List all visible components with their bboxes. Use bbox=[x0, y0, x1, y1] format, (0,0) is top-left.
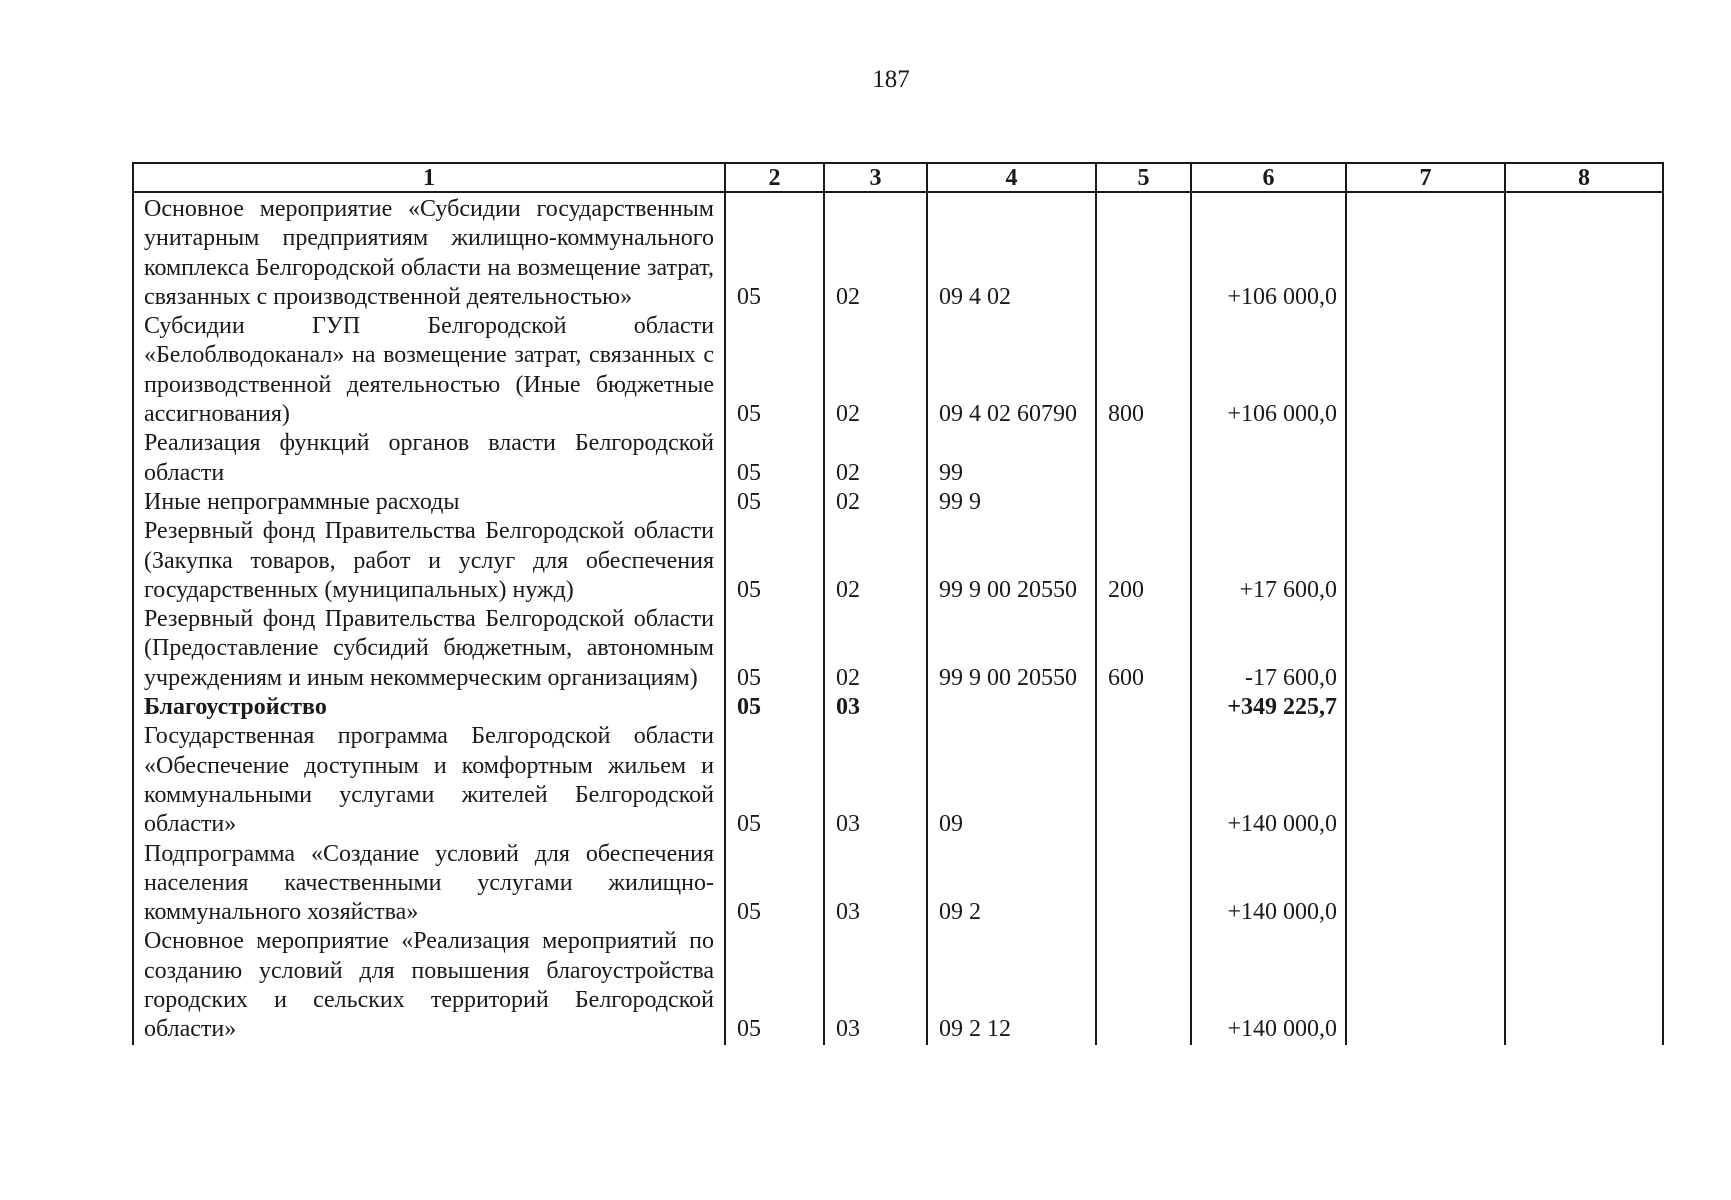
row-name: Основное мероприятие «Реализация мероприятий по созданию условий для повышения благоустройства городских и сельских территорий Белгородской области» bbox=[133, 927, 725, 1044]
row-target-article: 09 2 bbox=[927, 840, 1096, 928]
row-col-8 bbox=[1505, 312, 1663, 429]
row-amount bbox=[1191, 488, 1346, 517]
row-subsection: 02 bbox=[824, 429, 927, 488]
row-name: Благоустройство bbox=[133, 693, 725, 722]
row-amount: +106 000,0 bbox=[1191, 312, 1346, 429]
row-target-article: 99 bbox=[927, 429, 1096, 488]
row-subsection: 03 bbox=[824, 840, 927, 928]
row-section: 05 bbox=[725, 429, 824, 488]
header-col-8: 8 bbox=[1505, 163, 1663, 192]
row-subsection: 03 bbox=[824, 722, 927, 839]
row-name: Государственная программа Белгородской области «Обеспечение доступным и комфортным жильем и коммунальными услугами жителей Белгородской области» bbox=[133, 722, 725, 839]
table-row bbox=[133, 605, 1663, 693]
table-row bbox=[133, 429, 1663, 488]
row-name: Резервный фонд Правительства Белгородской области (Закупка товаров, работ и услуг для обеспечения государственных (муниципальных) нужд) bbox=[133, 517, 725, 605]
row-target-article: 99 9 00 20550 bbox=[927, 605, 1096, 693]
row-expense-type bbox=[1096, 722, 1191, 839]
row-name: Основное мероприятие «Субсидии государственным унитарным предприятиям жилищно-коммунального комплекса Белгородской области на возмещение затрат, связанных с производственной деятельностью» bbox=[133, 192, 725, 312]
row-expense-type bbox=[1096, 429, 1191, 488]
row-amount: +140 000,0 bbox=[1191, 722, 1346, 839]
table-body bbox=[133, 192, 1663, 1045]
row-col-7 bbox=[1346, 312, 1505, 429]
row-col-8 bbox=[1505, 192, 1663, 312]
row-amount: +106 000,0 bbox=[1191, 192, 1346, 312]
row-section: 05 bbox=[725, 517, 824, 605]
row-expense-type: 200 bbox=[1096, 517, 1191, 605]
row-expense-type: 600 bbox=[1096, 605, 1191, 693]
header-col-4: 4 bbox=[927, 163, 1096, 192]
row-subsection: 03 bbox=[824, 927, 927, 1044]
row-col-7 bbox=[1346, 605, 1505, 693]
row-col-8 bbox=[1505, 488, 1663, 517]
row-name: Реализация функций органов власти Белгородской области bbox=[133, 429, 725, 488]
table-row bbox=[133, 927, 1663, 1044]
page-number: 187 bbox=[872, 66, 910, 93]
row-section: 05 bbox=[725, 192, 824, 312]
header-col-1: 1 bbox=[133, 163, 725, 192]
row-amount: +140 000,0 bbox=[1191, 927, 1346, 1044]
row-subsection: 03 bbox=[824, 693, 927, 722]
header-col-5: 5 bbox=[1096, 163, 1191, 192]
row-expense-type bbox=[1096, 693, 1191, 722]
row-col-8 bbox=[1505, 840, 1663, 928]
row-name: Подпрограмма «Создание условий для обеспечения населения качественными услугами жилищно-коммунального хозяйства» bbox=[133, 840, 725, 928]
row-target-article: 09 4 02 bbox=[927, 192, 1096, 312]
row-amount bbox=[1191, 429, 1346, 488]
row-name: Субсидии ГУП Белгородской области «Белоблводоканал» на возмещение затрат, связанных с производственной деятельностью (Иные бюджетные ассигнования) bbox=[133, 312, 725, 429]
row-section: 05 bbox=[725, 605, 824, 693]
row-subsection: 02 bbox=[824, 517, 927, 605]
row-col-7 bbox=[1346, 840, 1505, 928]
table-row bbox=[133, 840, 1663, 928]
row-subsection: 02 bbox=[824, 605, 927, 693]
table-row bbox=[133, 517, 1663, 605]
header-col-7: 7 bbox=[1346, 163, 1505, 192]
row-col-8 bbox=[1505, 927, 1663, 1044]
row-amount: +349 225,7 bbox=[1191, 693, 1346, 722]
row-col-7 bbox=[1346, 693, 1505, 722]
header-col-6: 6 bbox=[1191, 163, 1346, 192]
row-col-7 bbox=[1346, 722, 1505, 839]
row-section: 05 bbox=[725, 488, 824, 517]
row-amount: +140 000,0 bbox=[1191, 840, 1346, 928]
table-row bbox=[133, 488, 1663, 517]
table-row bbox=[133, 312, 1663, 429]
row-section: 05 bbox=[725, 722, 824, 839]
table-row bbox=[133, 722, 1663, 839]
row-subsection: 02 bbox=[824, 192, 927, 312]
header-col-3: 3 bbox=[824, 163, 927, 192]
row-target-article bbox=[927, 693, 1096, 722]
row-section: 05 bbox=[725, 693, 824, 722]
row-amount: -17 600,0 bbox=[1191, 605, 1346, 693]
row-col-7 bbox=[1346, 488, 1505, 517]
row-col-8 bbox=[1505, 429, 1663, 488]
row-name: Иные непрограммные расходы bbox=[133, 488, 725, 517]
budget-table bbox=[132, 162, 1664, 1045]
table-row bbox=[133, 693, 1663, 722]
header-col-2: 2 bbox=[725, 163, 824, 192]
row-col-8 bbox=[1505, 517, 1663, 605]
row-target-article: 99 9 00 20550 bbox=[927, 517, 1096, 605]
row-section: 05 bbox=[725, 840, 824, 928]
header-row bbox=[133, 163, 1663, 192]
table-header bbox=[133, 163, 1663, 192]
row-col-7 bbox=[1346, 517, 1505, 605]
row-target-article: 99 9 bbox=[927, 488, 1096, 517]
row-target-article: 09 2 12 bbox=[927, 927, 1096, 1044]
row-col-8 bbox=[1505, 722, 1663, 839]
row-subsection: 02 bbox=[824, 488, 927, 517]
table-row bbox=[133, 192, 1663, 312]
row-expense-type bbox=[1096, 192, 1191, 312]
row-section: 05 bbox=[725, 312, 824, 429]
row-col-7 bbox=[1346, 429, 1505, 488]
row-col-7 bbox=[1346, 192, 1505, 312]
row-col-8 bbox=[1505, 693, 1663, 722]
row-amount: +17 600,0 bbox=[1191, 517, 1346, 605]
row-col-7 bbox=[1346, 927, 1505, 1044]
row-col-8 bbox=[1505, 605, 1663, 693]
row-expense-type bbox=[1096, 488, 1191, 517]
row-subsection: 02 bbox=[824, 312, 927, 429]
row-name: Резервный фонд Правительства Белгородской области (Предоставление субсидий бюджетным, автономным учреждениям и иным некоммерческим организациям) bbox=[133, 605, 725, 693]
row-section: 05 bbox=[725, 927, 824, 1044]
row-target-article: 09 bbox=[927, 722, 1096, 839]
row-expense-type bbox=[1096, 927, 1191, 1044]
row-target-article: 09 4 02 60790 bbox=[927, 312, 1096, 429]
row-expense-type bbox=[1096, 840, 1191, 928]
row-expense-type: 800 bbox=[1096, 312, 1191, 429]
